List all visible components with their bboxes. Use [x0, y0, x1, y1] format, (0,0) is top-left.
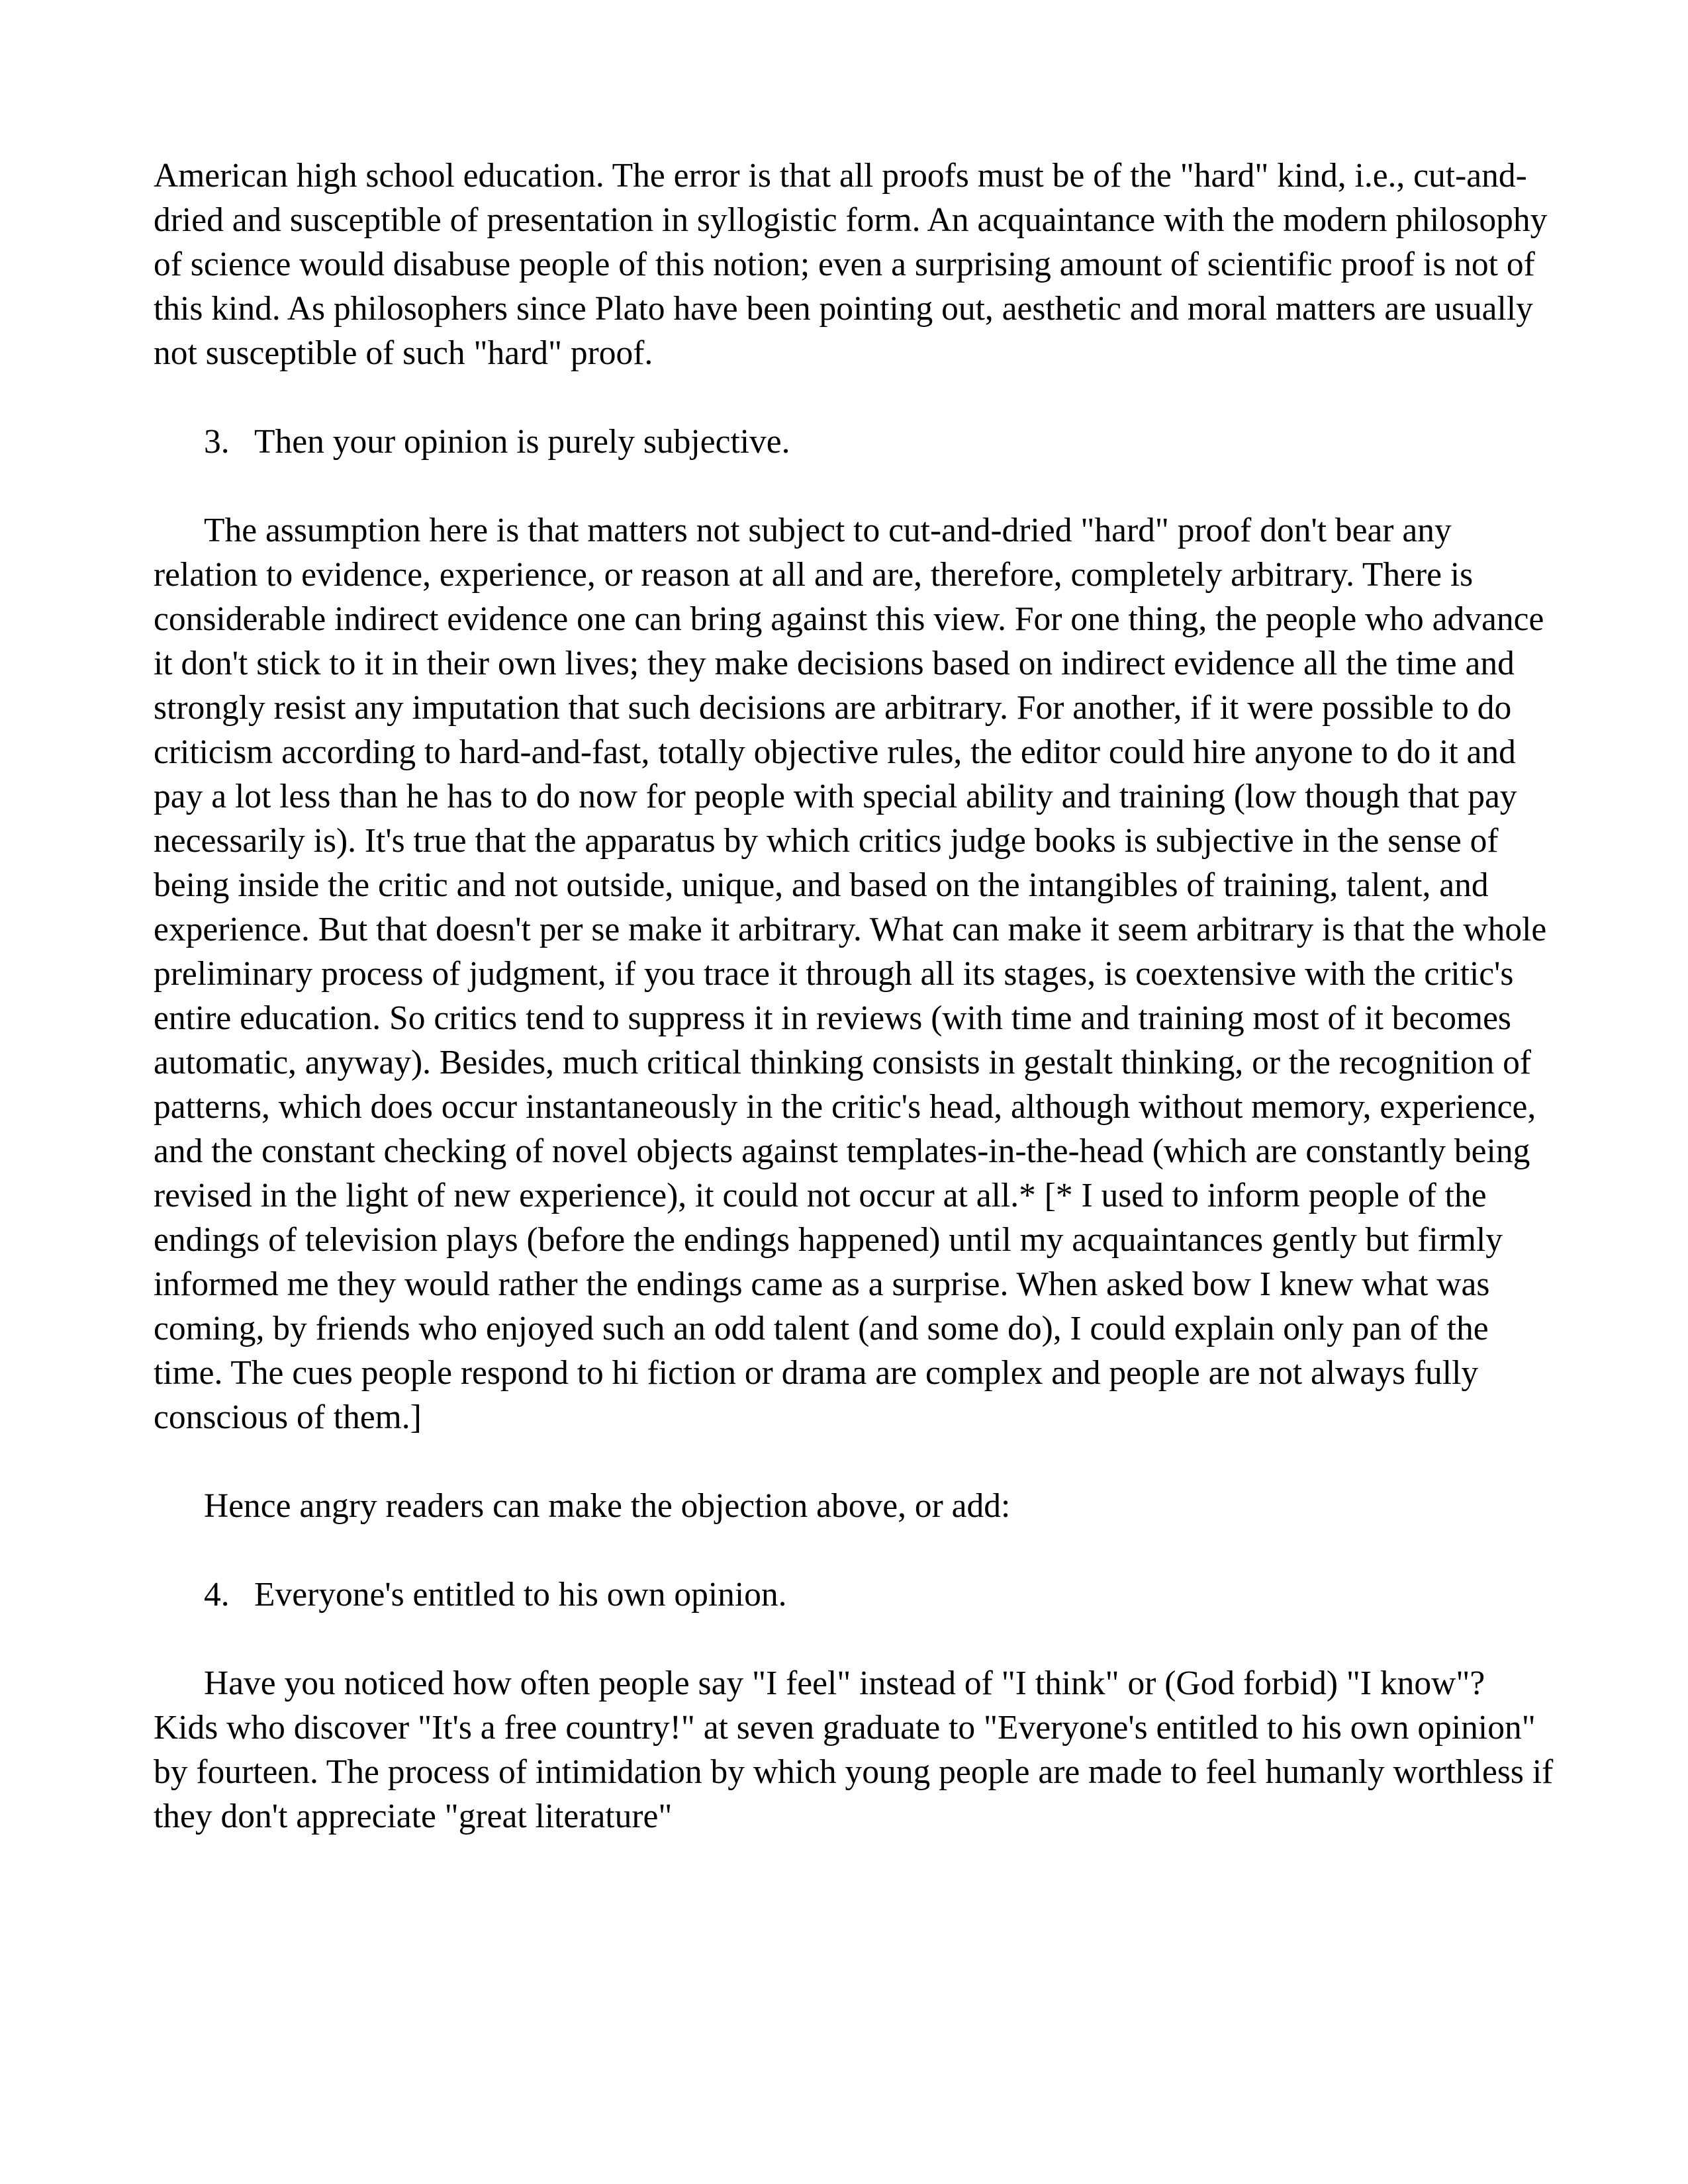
item-number: 4. [204, 1576, 230, 1614]
item-text: Then your opinion is purely subjective. [254, 423, 790, 461]
paragraph-hard-proof: American high school education. The error is that all proofs must be of the "hard" kind, i.e., cut-and-dried and susceptible of presentation in syllogistic form. An acquaintance with the modern philosophy of science would disabuse people of this notion; even a surprising amount of scientific proof is not of this kind. As philosophers since Plato have been pointing out, aesthetic and moral matters are usually not susceptible of such "hard" proof. [154, 157, 1548, 372]
paragraph-angry-readers: Hence angry readers can make the objection above, or add: [204, 1487, 1011, 1525]
numbered-item-3 [204, 420, 1557, 464]
paragraph-subjective: The assumption here is that matters not subject to cut-and-dried "hard" proof don't bear any relation to evidence, experience, or reason at all and are, therefore, completely arbitrary. There is considerable indirect evidence one can bring against this view. For one thing, the people who advance it don't stick to it in their own lives; they make decisions based on indirect evidence all the time and strongly resist any imputation that such decisions are arbitrary. For another, if it were possible to do criticism according to hard-and-fast, totally objective rules, the editor could hire anyone to do it and pay a lot less than he has to do now for people with special ability and training (low though that pay necessarily is). It's true that the apparatus by which critics judge books is subjective in the sense of being inside the critic and not outside, unique, and based on the intangibles of training, talent, and experience. But that doesn't per se make it arbitrary. What can make it seem arbitrary is that the whole preliminary process of judgment, if you trace it through all its stages, is coextensive with the critic's entire education. So critics tend to suppress it in reviews (with time and training most of it becomes automatic, anyway). Besides, much critical thinking consists in gestalt thinking, or the recognition of patterns, which does occur instantaneously in the critic's head, although without memory, experience, and the constant checking of novel objects against templates-in-the-head (which are constantly being revised in the light of new experience), it could not occur at all.* [* I used to inform people of the endings of television plays (before the endings happened) until my acquaintances gently but firmly informed me they would rather the endings came as a surprise. When asked bow I knew what was coming, by friends who enjoyed such an odd talent (and some do), I could explain only pan of the time. The cues people respond to hi fiction or drama are complex and people are not always fully conscious of them.] [154, 512, 1547, 1436]
item-text: Everyone's entitled to his own opinion. [254, 1576, 787, 1614]
numbered-item-4 [204, 1572, 1557, 1617]
paragraph-i-feel: Have you noticed how often people say "I feel" instead of "I think" or (God forbid) "I know"? Kids who discover "It's a free country!" at seven graduate to "Everyone's entitled to his own opinion" by fourteen. The process of intimidation by which young people are made to feel humanly worthless if they don't appreciate "great literature" [154, 1664, 1554, 1835]
item-number: 3. [204, 423, 230, 461]
document-page [154, 154, 1557, 1839]
